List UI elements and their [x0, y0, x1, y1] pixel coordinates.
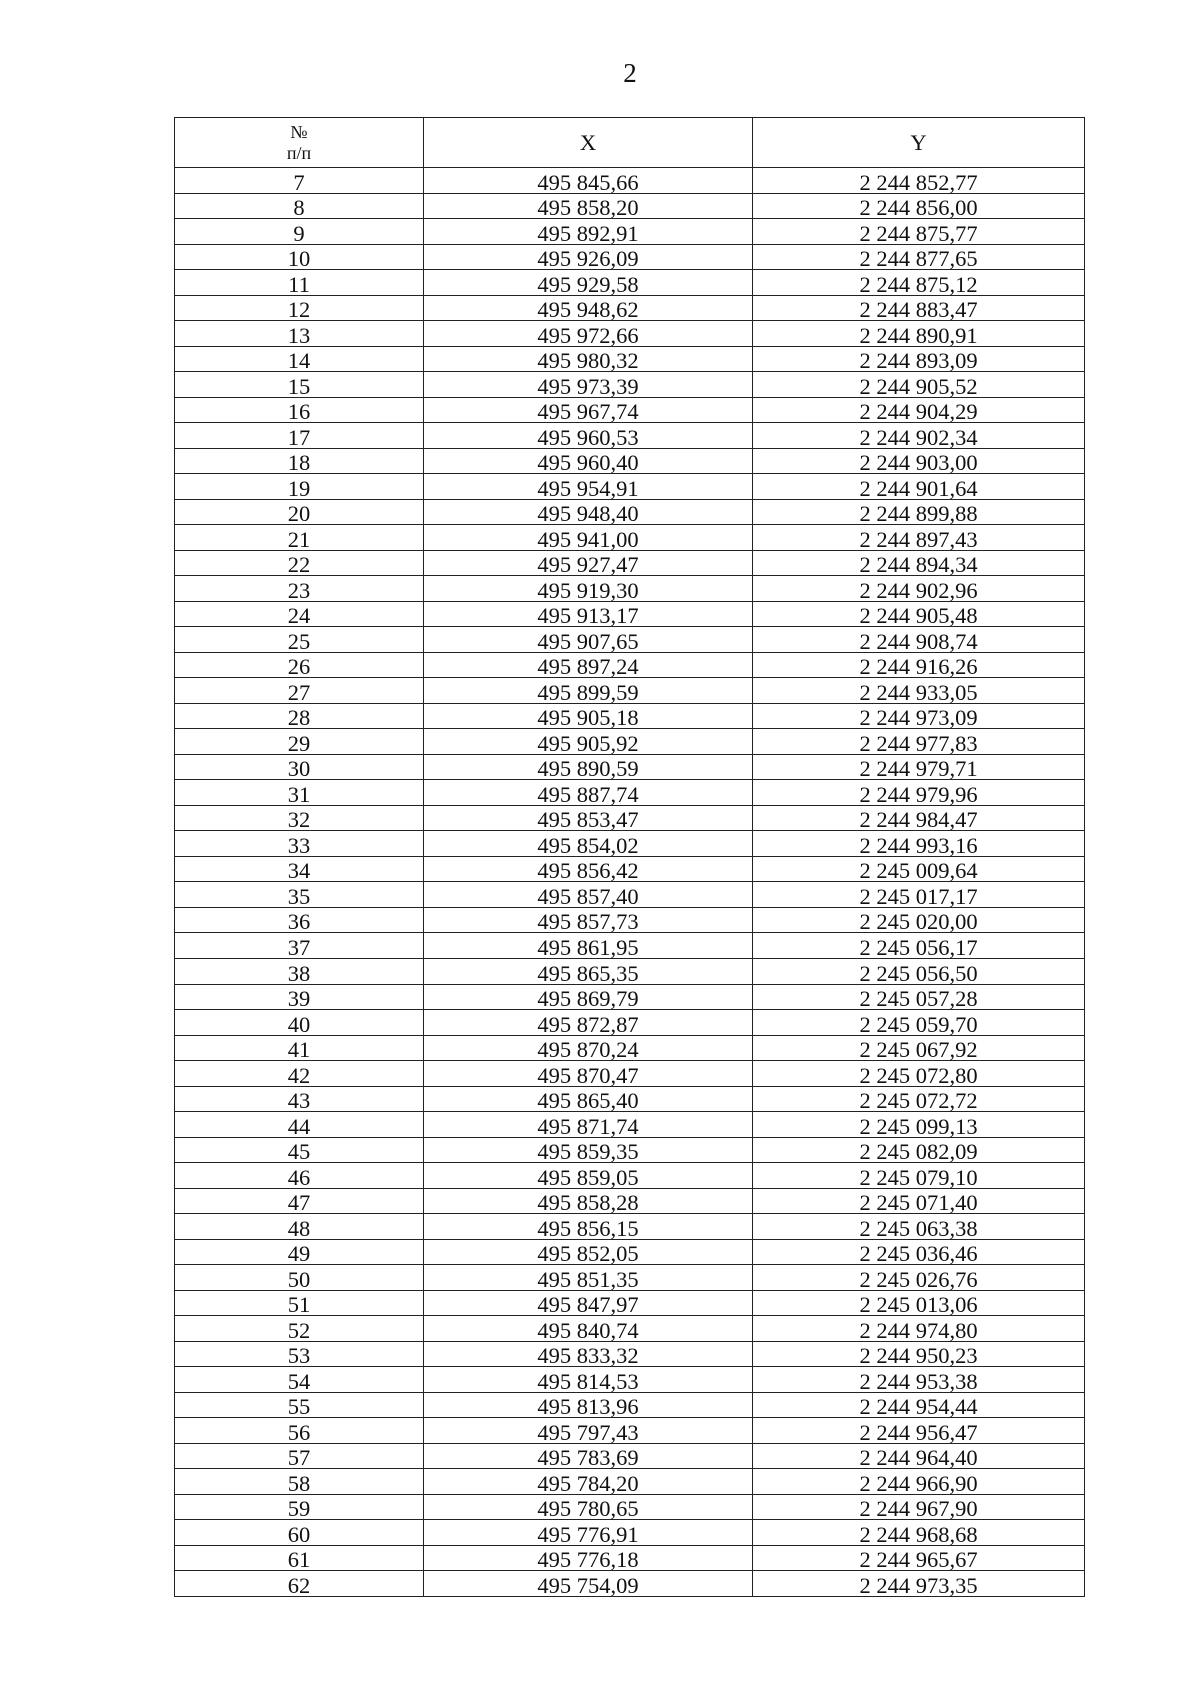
cell-number: 30 [175, 754, 424, 780]
cell-number: 51 [175, 1290, 424, 1316]
cell-x: 495 776,18 [424, 1545, 753, 1571]
cell-y: 2 244 979,71 [753, 754, 1085, 780]
table-row [175, 321, 1085, 347]
cell-number: 35 [175, 882, 424, 908]
cell-y: 2 245 056,17 [753, 933, 1085, 959]
table-row [175, 1367, 1085, 1393]
header-number [175, 118, 424, 168]
cell-number: 47 [175, 1188, 424, 1214]
cell-number: 15 [175, 372, 424, 398]
cell-x: 495 858,20 [424, 193, 753, 219]
table-row [175, 907, 1085, 933]
cell-number: 42 [175, 1061, 424, 1087]
cell-x: 495 913,17 [424, 601, 753, 627]
cell-x: 495 919,30 [424, 576, 753, 602]
cell-x: 495 847,97 [424, 1290, 753, 1316]
cell-x: 495 858,28 [424, 1188, 753, 1214]
cell-y: 2 245 082,09 [753, 1137, 1085, 1163]
cell-x: 495 972,66 [424, 321, 753, 347]
cell-y: 2 244 974,80 [753, 1316, 1085, 1342]
cell-number: 26 [175, 652, 424, 678]
cell-number: 33 [175, 831, 424, 857]
table-row [175, 652, 1085, 678]
cell-y: 2 244 908,74 [753, 627, 1085, 653]
cell-x: 495 929,58 [424, 270, 753, 296]
cell-x: 495 797,43 [424, 1418, 753, 1444]
table-row [175, 1290, 1085, 1316]
table-row [175, 1265, 1085, 1291]
cell-x: 495 907,65 [424, 627, 753, 653]
table-row [175, 1061, 1085, 1087]
table-row [175, 423, 1085, 449]
cell-number: 21 [175, 525, 424, 551]
cell-y: 2 244 902,96 [753, 576, 1085, 602]
cell-y: 2 244 904,29 [753, 397, 1085, 423]
table-row [175, 678, 1085, 704]
cell-number: 40 [175, 1010, 424, 1036]
cell-x: 495 871,74 [424, 1112, 753, 1138]
cell-y: 2 244 973,09 [753, 703, 1085, 729]
cell-number: 62 [175, 1571, 424, 1597]
table-row [175, 270, 1085, 296]
cell-number: 48 [175, 1214, 424, 1240]
table-row [175, 984, 1085, 1010]
cell-number: 19 [175, 474, 424, 500]
cell-y: 2 245 063,38 [753, 1214, 1085, 1240]
table-row [175, 1494, 1085, 1520]
cell-y: 2 244 977,83 [753, 729, 1085, 755]
cell-x: 495 813,96 [424, 1392, 753, 1418]
cell-x: 495 856,15 [424, 1214, 753, 1240]
cell-y: 2 244 894,34 [753, 550, 1085, 576]
table-row [175, 1137, 1085, 1163]
cell-number: 20 [175, 499, 424, 525]
cell-x: 495 856,42 [424, 856, 753, 882]
cell-x: 495 941,00 [424, 525, 753, 551]
cell-x: 495 954,91 [424, 474, 753, 500]
cell-number: 54 [175, 1367, 424, 1393]
cell-number: 7 [175, 168, 424, 194]
table-row [175, 1010, 1085, 1036]
cell-x: 495 754,09 [424, 1571, 753, 1597]
header-number-symbol: № [290, 121, 308, 142]
cell-x: 495 851,35 [424, 1265, 753, 1291]
cell-x: 495 814,53 [424, 1367, 753, 1393]
table-row [175, 168, 1085, 194]
cell-x: 495 872,87 [424, 1010, 753, 1036]
cell-y: 2 245 067,92 [753, 1035, 1085, 1061]
table-row [175, 448, 1085, 474]
cell-y: 2 245 059,70 [753, 1010, 1085, 1036]
cell-x: 495 859,05 [424, 1163, 753, 1189]
table-row [175, 1443, 1085, 1469]
cell-y: 2 245 026,76 [753, 1265, 1085, 1291]
table-row [175, 525, 1085, 551]
cell-x: 495 865,40 [424, 1086, 753, 1112]
cell-number: 14 [175, 346, 424, 372]
cell-number: 43 [175, 1086, 424, 1112]
cell-y: 2 245 009,64 [753, 856, 1085, 882]
cell-x: 495 869,79 [424, 984, 753, 1010]
cell-number: 38 [175, 958, 424, 984]
cell-number: 34 [175, 856, 424, 882]
table-row [175, 780, 1085, 806]
cell-y: 2 245 099,13 [753, 1112, 1085, 1138]
table-row [175, 1545, 1085, 1571]
cell-x: 495 784,20 [424, 1469, 753, 1495]
table-row [175, 499, 1085, 525]
table-row [175, 1214, 1085, 1240]
cell-x: 495 948,62 [424, 295, 753, 321]
table-row [175, 703, 1085, 729]
cell-x: 495 967,74 [424, 397, 753, 423]
cell-x: 495 857,73 [424, 907, 753, 933]
cell-number: 57 [175, 1443, 424, 1469]
cell-x: 495 857,40 [424, 882, 753, 908]
cell-x: 495 852,05 [424, 1239, 753, 1265]
table-row [175, 1392, 1085, 1418]
header-y: Y [753, 118, 1085, 168]
cell-x: 495 973,39 [424, 372, 753, 398]
cell-number: 22 [175, 550, 424, 576]
cell-y: 2 244 953,38 [753, 1367, 1085, 1393]
cell-x: 495 892,91 [424, 219, 753, 245]
cell-x: 495 853,47 [424, 805, 753, 831]
cell-y: 2 244 852,77 [753, 168, 1085, 194]
cell-y: 2 244 993,16 [753, 831, 1085, 857]
cell-number: 49 [175, 1239, 424, 1265]
table-row [175, 474, 1085, 500]
cell-number: 36 [175, 907, 424, 933]
cell-x: 495 859,35 [424, 1137, 753, 1163]
cell-y: 2 244 877,65 [753, 244, 1085, 270]
cell-y: 2 244 893,09 [753, 346, 1085, 372]
cell-y: 2 244 890,91 [753, 321, 1085, 347]
table-row [175, 1316, 1085, 1342]
cell-y: 2 245 036,46 [753, 1239, 1085, 1265]
cell-number: 41 [175, 1035, 424, 1061]
table-row [175, 831, 1085, 857]
table-row [175, 933, 1085, 959]
cell-x: 495 865,35 [424, 958, 753, 984]
cell-number: 23 [175, 576, 424, 602]
table-row [175, 397, 1085, 423]
table-row [175, 601, 1085, 627]
cell-x: 495 845,66 [424, 168, 753, 194]
page-number: 2 [623, 58, 637, 88]
cell-number: 52 [175, 1316, 424, 1342]
cell-number: 24 [175, 601, 424, 627]
cell-number: 44 [175, 1112, 424, 1138]
table-row [175, 1112, 1085, 1138]
cell-y: 2 244 979,96 [753, 780, 1085, 806]
cell-y: 2 245 072,72 [753, 1086, 1085, 1112]
cell-number: 50 [175, 1265, 424, 1291]
table-row [175, 754, 1085, 780]
table-row [175, 882, 1085, 908]
table-row [175, 1469, 1085, 1495]
cell-number: 9 [175, 219, 424, 245]
table-header [175, 118, 1085, 168]
cell-x: 495 887,74 [424, 780, 753, 806]
table-row [175, 729, 1085, 755]
cell-x: 495 960,40 [424, 448, 753, 474]
cell-x: 495 960,53 [424, 423, 753, 449]
table-row [175, 1520, 1085, 1546]
cell-x: 495 861,95 [424, 933, 753, 959]
cell-y: 2 244 902,34 [753, 423, 1085, 449]
cell-x: 495 927,47 [424, 550, 753, 576]
header-number-abbrev: п/п [286, 142, 312, 163]
cell-number: 60 [175, 1520, 424, 1546]
table-row [175, 1188, 1085, 1214]
cell-x: 495 897,24 [424, 652, 753, 678]
cell-y: 2 244 967,90 [753, 1494, 1085, 1520]
table-row [175, 1418, 1085, 1444]
cell-x: 495 980,32 [424, 346, 753, 372]
cell-number: 56 [175, 1418, 424, 1444]
header-row [175, 118, 1085, 168]
cell-y: 2 245 071,40 [753, 1188, 1085, 1214]
cell-x: 495 854,02 [424, 831, 753, 857]
table-row [175, 244, 1085, 270]
cell-y: 2 244 954,44 [753, 1392, 1085, 1418]
cell-y: 2 245 079,10 [753, 1163, 1085, 1189]
header-x: X [424, 118, 753, 168]
table-row [175, 1035, 1085, 1061]
cell-x: 495 776,91 [424, 1520, 753, 1546]
cell-y: 2 244 875,12 [753, 270, 1085, 296]
cell-number: 31 [175, 780, 424, 806]
cell-x: 495 890,59 [424, 754, 753, 780]
cell-y: 2 244 897,43 [753, 525, 1085, 551]
cell-number: 11 [175, 270, 424, 296]
cell-y: 2 245 057,28 [753, 984, 1085, 1010]
cell-number: 13 [175, 321, 424, 347]
cell-y: 2 244 905,48 [753, 601, 1085, 627]
cell-x: 495 870,24 [424, 1035, 753, 1061]
cell-y: 2 245 017,17 [753, 882, 1085, 908]
cell-number: 28 [175, 703, 424, 729]
cell-x: 495 870,47 [424, 1061, 753, 1087]
cell-y: 2 245 072,80 [753, 1061, 1085, 1087]
cell-x: 495 899,59 [424, 678, 753, 704]
cell-y: 2 244 965,67 [753, 1545, 1085, 1571]
cell-y: 2 245 056,50 [753, 958, 1085, 984]
cell-y: 2 245 020,00 [753, 907, 1085, 933]
cell-x: 495 840,74 [424, 1316, 753, 1342]
cell-y: 2 244 901,64 [753, 474, 1085, 500]
table-row [175, 1086, 1085, 1112]
cell-x: 495 905,92 [424, 729, 753, 755]
cell-number: 25 [175, 627, 424, 653]
cell-number: 10 [175, 244, 424, 270]
cell-x: 495 833,32 [424, 1341, 753, 1367]
cell-y: 2 244 905,52 [753, 372, 1085, 398]
cell-number: 27 [175, 678, 424, 704]
cell-number: 53 [175, 1341, 424, 1367]
cell-number: 8 [175, 193, 424, 219]
table-row [175, 627, 1085, 653]
table-row [175, 958, 1085, 984]
table-row [175, 805, 1085, 831]
table-row [175, 346, 1085, 372]
table-row [175, 576, 1085, 602]
table-body [175, 168, 1085, 1597]
cell-y: 2 244 966,90 [753, 1469, 1085, 1495]
cell-y: 2 244 903,00 [753, 448, 1085, 474]
table-row [175, 1239, 1085, 1265]
coordinates-table [174, 117, 1085, 1597]
cell-number: 29 [175, 729, 424, 755]
table-row [175, 856, 1085, 882]
cell-number: 17 [175, 423, 424, 449]
cell-number: 58 [175, 1469, 424, 1495]
cell-number: 39 [175, 984, 424, 1010]
cell-number: 37 [175, 933, 424, 959]
table-row [175, 1571, 1085, 1597]
cell-number: 45 [175, 1137, 424, 1163]
cell-y: 2 244 964,40 [753, 1443, 1085, 1469]
table-row [175, 295, 1085, 321]
cell-x: 495 905,18 [424, 703, 753, 729]
cell-x: 495 948,40 [424, 499, 753, 525]
cell-y: 2 244 875,77 [753, 219, 1085, 245]
cell-number: 55 [175, 1392, 424, 1418]
cell-y: 2 244 956,47 [753, 1418, 1085, 1444]
cell-x: 495 780,65 [424, 1494, 753, 1520]
table-row [175, 1163, 1085, 1189]
table-row [175, 1341, 1085, 1367]
cell-number: 16 [175, 397, 424, 423]
cell-number: 61 [175, 1545, 424, 1571]
table-row [175, 193, 1085, 219]
cell-y: 2 244 856,00 [753, 193, 1085, 219]
cell-y: 2 244 968,68 [753, 1520, 1085, 1546]
cell-y: 2 244 984,47 [753, 805, 1085, 831]
cell-x: 495 783,69 [424, 1443, 753, 1469]
table-row [175, 372, 1085, 398]
cell-number: 18 [175, 448, 424, 474]
cell-y: 2 244 933,05 [753, 678, 1085, 704]
cell-y: 2 244 973,35 [753, 1571, 1085, 1597]
cell-y: 2 244 916,26 [753, 652, 1085, 678]
cell-number: 32 [175, 805, 424, 831]
table-row [175, 550, 1085, 576]
cell-number: 46 [175, 1163, 424, 1189]
cell-y: 2 244 950,23 [753, 1341, 1085, 1367]
table-row [175, 219, 1085, 245]
cell-y: 2 244 899,88 [753, 499, 1085, 525]
cell-y: 2 244 883,47 [753, 295, 1085, 321]
cell-number: 12 [175, 295, 424, 321]
cell-x: 495 926,09 [424, 244, 753, 270]
cell-y: 2 245 013,06 [753, 1290, 1085, 1316]
cell-number: 59 [175, 1494, 424, 1520]
